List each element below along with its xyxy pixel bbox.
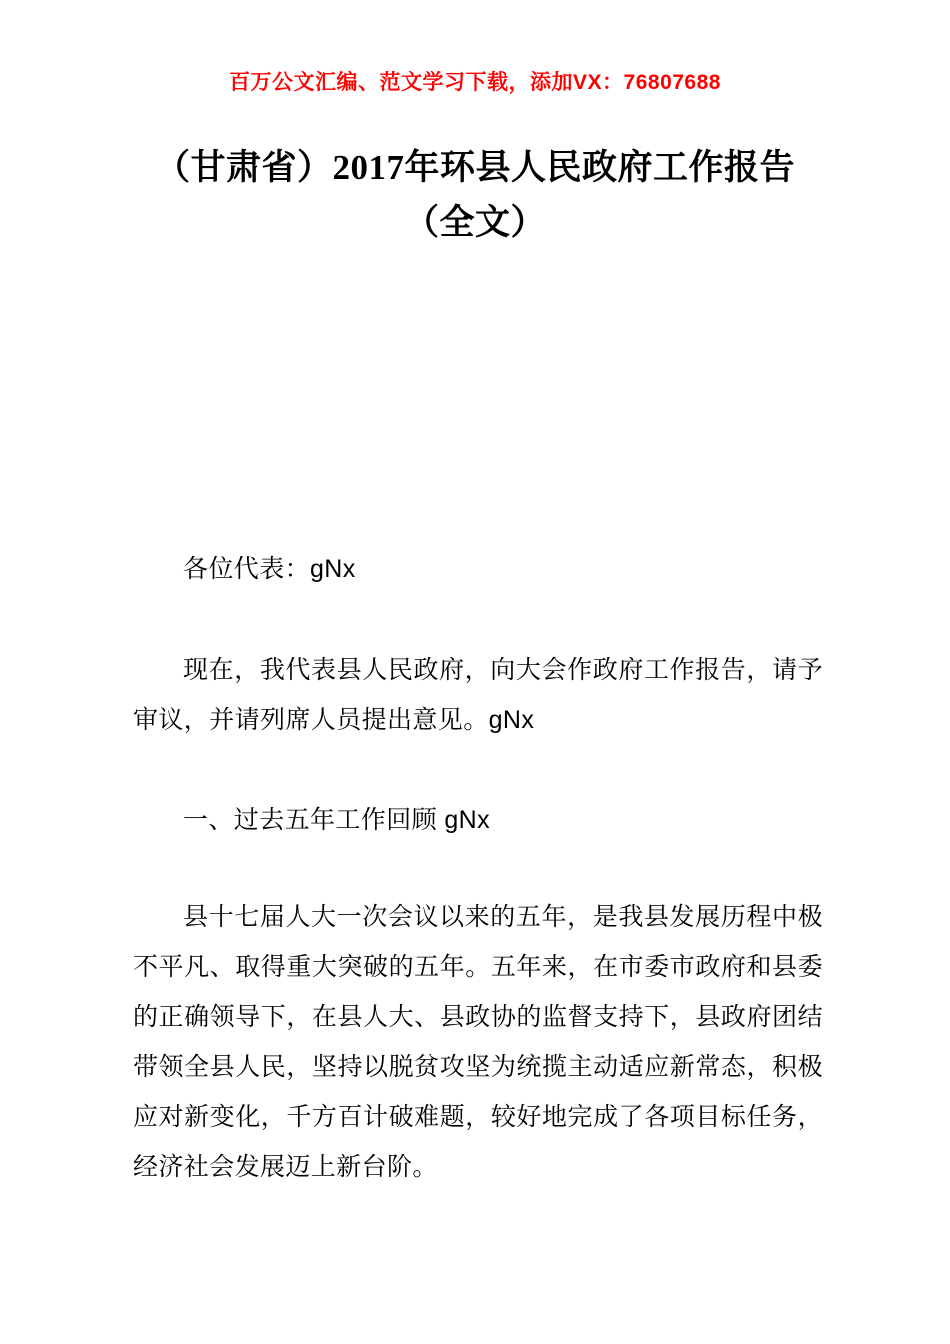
- page-title-line-2: （全文）: [403, 203, 546, 242]
- paragraph-greeting-wrap: [133, 544, 823, 594]
- section-heading-one: 一、过去五年工作回顾 gNx: [183, 806, 491, 834]
- page-title: [110, 140, 840, 250]
- paragraph-greeting: 各位代表：gNx: [183, 555, 356, 583]
- watermark-text: 百万公文汇编、范文学习下载，添加VX：76807688: [229, 71, 721, 94]
- paragraph-intro-wrap: [133, 645, 823, 745]
- paragraph-section1-body: 县十七届人大一次会议以来的五年，是我县发展历程中极不平凡、取得重大突破的五年。五年来，在市委市政府和县委的正确领导下，在县人大、县政协的监督支持下，县政府团结带领全县人民，坚持以脱贫攻坚为统揽主动适应新常态，积极应对新变化，千方百计破难题，较好地完成了各项目标任务，经济社会发展迈上新台阶。: [133, 903, 823, 1181]
- paragraph-section1-body-wrap: [133, 892, 823, 1192]
- page-title-line-1: （甘肃省）2017年环县人民政府工作报告: [154, 148, 795, 187]
- paragraph-intro: 现在，我代表县人民政府，向大会作政府工作报告，请予审议，并请列席人员提出意见。gNx: [133, 656, 823, 734]
- section-heading-wrap: [133, 795, 823, 845]
